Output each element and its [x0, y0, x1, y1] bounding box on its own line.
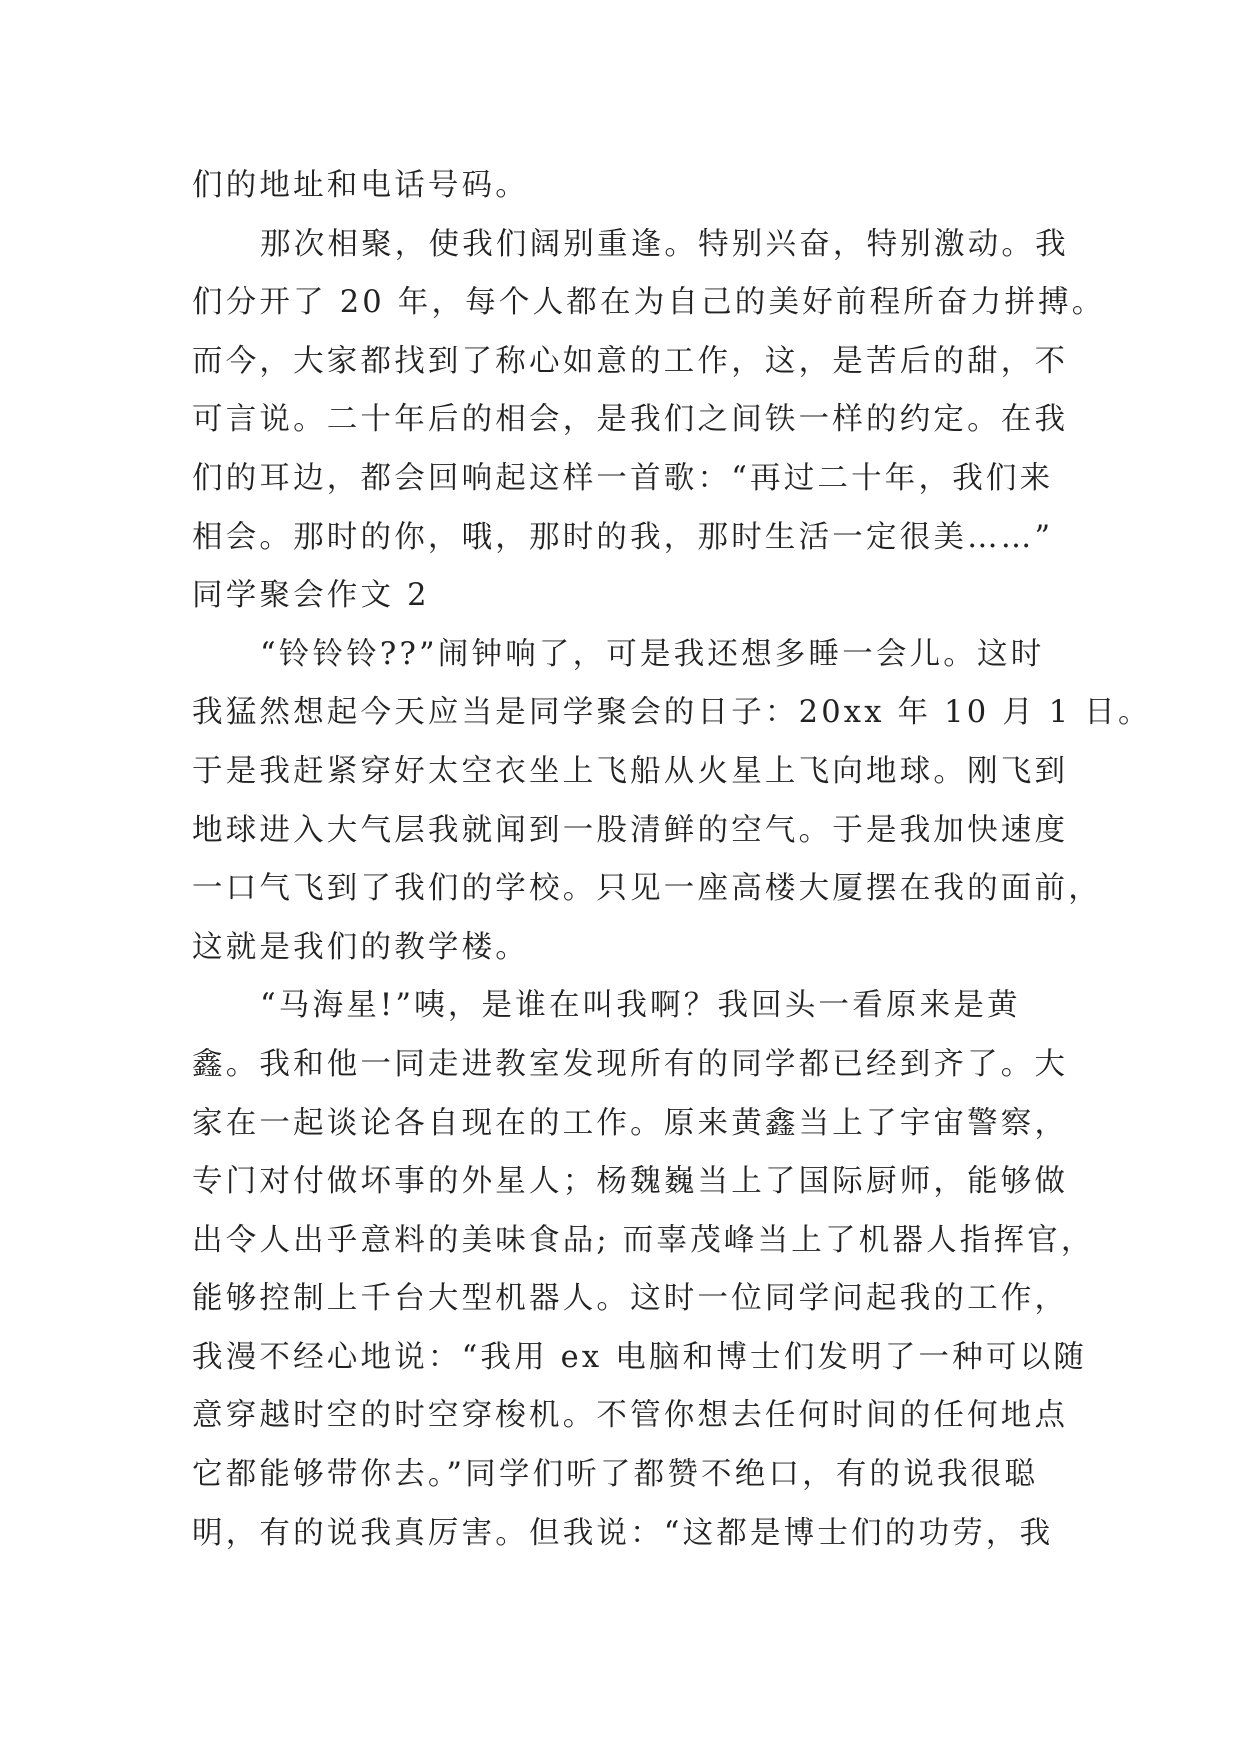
- text-line: “马海星!”咦，是谁在叫我啊？我回头一看原来是黄: [260, 988, 1021, 1024]
- text-line: 出令人出乎意料的美味食品; 而辜茂峰当上了机器人指挥官，: [192, 1222, 1095, 1258]
- text-line: 我漫不经心地说：“我用 ex 电脑和博士们发明了一种可以随: [192, 1339, 1088, 1375]
- text-line: 鑫。我和他一同走进教室发现所有的同学都已经到齐了。大: [192, 1046, 1069, 1082]
- text-line: 们的地址和电话号码。: [192, 168, 529, 203]
- text-line: 一口气飞到了我们的学校。只见一座高楼大厦摆在我的面前，: [192, 871, 1102, 907]
- text-line: 意穿越时空的时空穿梭机。不管你想去任何时间的任何地点: [192, 1398, 1069, 1434]
- text-line: 可言说。二十年后的相会，是我们之间铁一样的约定。在我: [192, 402, 1069, 438]
- text-line: 这就是我们的教学楼。: [192, 929, 529, 965]
- text-line: 同学聚会作文 2: [192, 578, 430, 614]
- text-line: 明，有的说我真厉害。但我说：“这都是博士们的功劳，我: [192, 1515, 1054, 1551]
- text-line: 家在一起谈论各自现在的工作。原来黄鑫当上了宇宙警察，: [192, 1105, 1069, 1141]
- text-line: “铃铃铃??”闹钟响了，可是我还想多睡一会儿。这时: [260, 636, 1045, 672]
- text-line: 而今，大家都找到了称心如意的工作，这，是苦后的甜，不: [192, 343, 1069, 379]
- text-line: 专门对付做坏事的外星人；杨魏巍当上了国际厨师，能够做: [192, 1164, 1069, 1200]
- text-line: 能够控制上千台大型机器人。这时一位同学问起我的工作，: [192, 1281, 1069, 1317]
- text-line: 们的耳边，都会回响起这样一首歌：“再过二十年，我们来: [192, 460, 1054, 496]
- text-line: 它都能够带你去。”同学们听了都赞不绝口，有的说我很聪: [192, 1457, 1039, 1493]
- text-line: 们分开了 20 年，每个人都在为自己的美好前程所奋力拼搏。: [192, 285, 1106, 321]
- text-line: 地球进入大气层我就闻到一股清鲜的空气。于是我加快速度: [192, 812, 1069, 848]
- document-body: [192, 157, 1152, 1563]
- text-line: 那次相聚，使我们阔别重逢。特别兴奋，特别激动。我: [260, 226, 1069, 262]
- text-line: 相会。那时的你，哦，那时的我，那时生活一定很美……”: [192, 519, 1054, 555]
- text-line: 我猛然想起今天应当是同学聚会的日子：20xx 年 10 月 1 日。: [192, 695, 1152, 731]
- text-line: 于是我赶紧穿好太空衣坐上飞船从火星上飞向地球。刚飞到: [192, 753, 1069, 789]
